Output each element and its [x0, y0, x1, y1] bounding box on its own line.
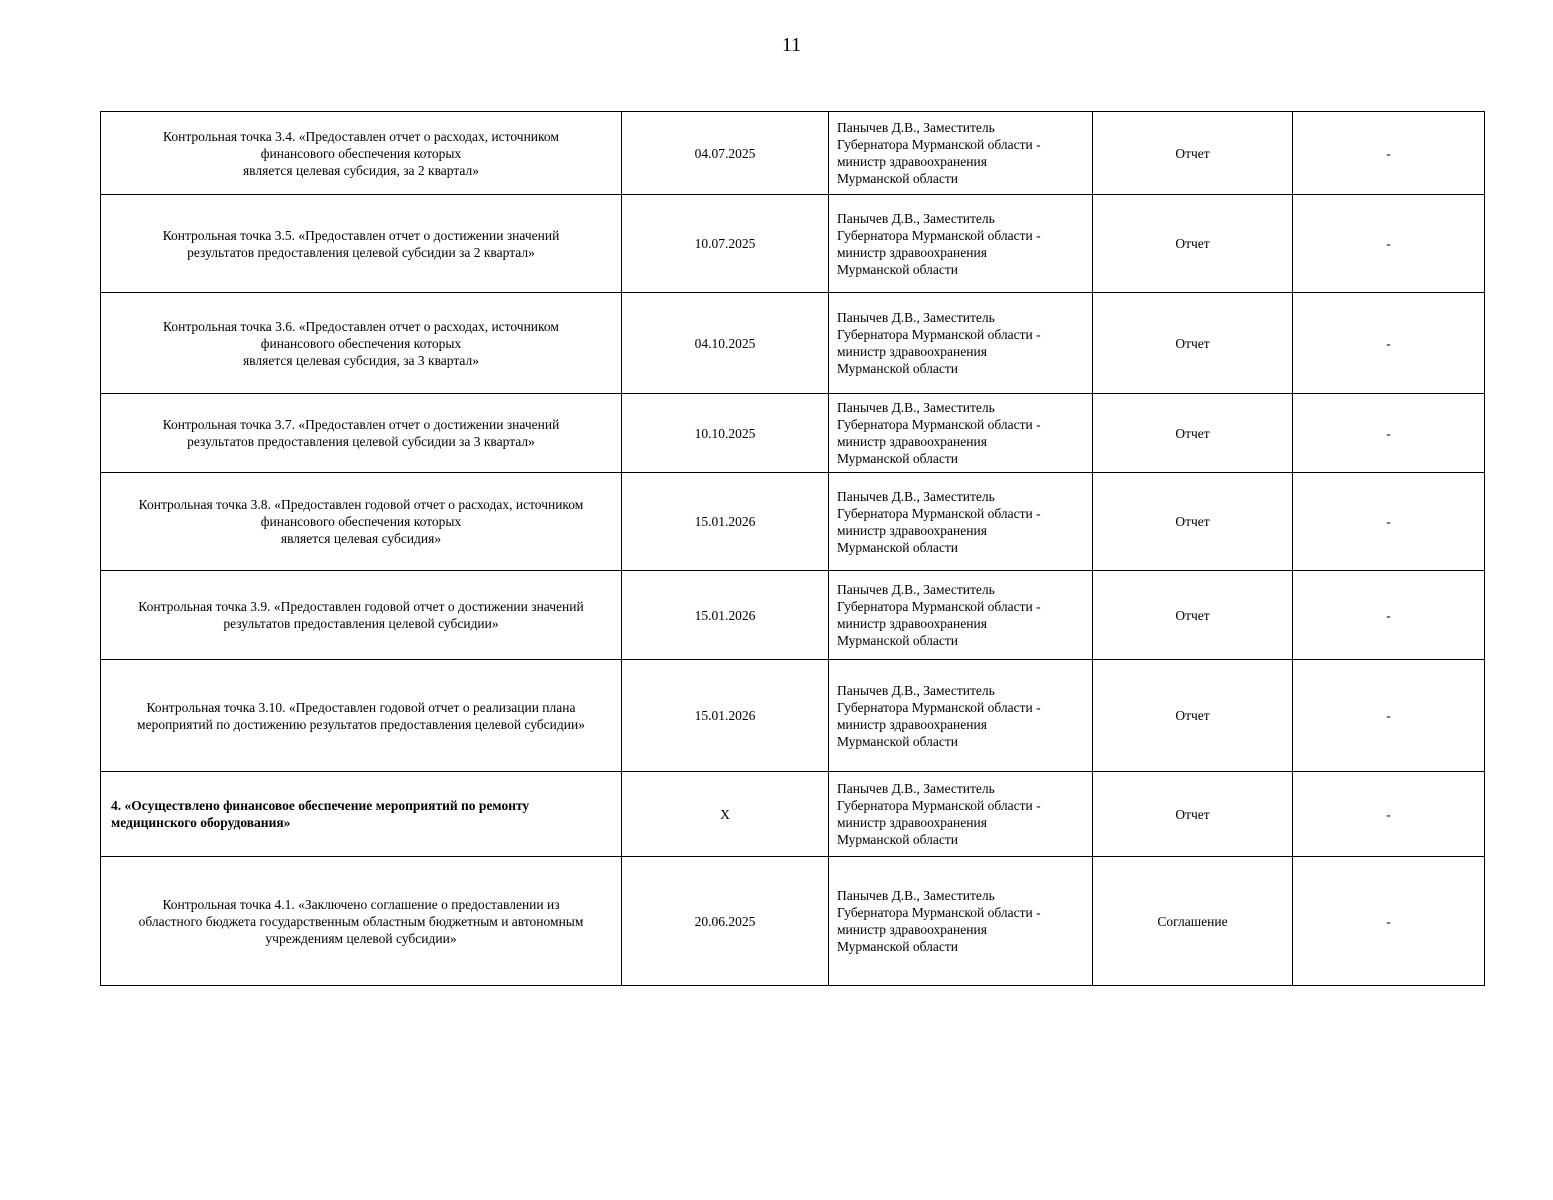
note: - — [1293, 473, 1485, 571]
deadline-date: 15.01.2026 — [622, 571, 829, 660]
table-row — [101, 857, 1485, 986]
note: - — [1293, 571, 1485, 660]
table-row — [101, 473, 1485, 571]
table-row — [101, 112, 1485, 195]
note: - — [1293, 394, 1485, 473]
deadline-date: 15.01.2026 — [622, 660, 829, 772]
table-row — [101, 571, 1485, 660]
control-points-table — [100, 111, 1485, 986]
table-row — [101, 772, 1485, 857]
note: - — [1293, 112, 1485, 195]
responsible-person: Панычев Д.В., Заместитель Губернатора Мурманской области - министр здравоохранения Мурманской области — [829, 571, 1093, 660]
document-type: Отчет — [1093, 293, 1293, 394]
document-type: Соглашение — [1093, 857, 1293, 986]
document-type: Отчет — [1093, 394, 1293, 473]
control-point-name: Контрольная точка 3.5. «Предоставлен отчет о достижении значений результатов предоставления целевой субсидии за 2 квартал» — [101, 195, 622, 293]
deadline-date: 10.10.2025 — [622, 394, 829, 473]
deadline-date: 04.10.2025 — [622, 293, 829, 394]
control-point-name: Контрольная точка 4.1. «Заключено соглашение о предоставлении из областного бюджета государственным областным бюджетным и автономным учреждениям целевой субсидии» — [101, 857, 622, 986]
control-point-name: Контрольная точка 3.10. «Предоставлен годовой отчет о реализации плана мероприятий по достижению результатов предоставления целевой субсидии» — [101, 660, 622, 772]
document-type: Отчет — [1093, 660, 1293, 772]
note: - — [1293, 772, 1485, 857]
deadline-date: 20.06.2025 — [622, 857, 829, 986]
responsible-person: Панычев Д.В., Заместитель Губернатора Мурманской области - министр здравоохранения Мурманской области — [829, 293, 1093, 394]
table-row — [101, 394, 1485, 473]
responsible-person: Панычев Д.В., Заместитель Губернатора Мурманской области - министр здравоохранения Мурманской области — [829, 195, 1093, 293]
control-point-name: Контрольная точка 3.7. «Предоставлен отчет о достижении значений результатов предоставления целевой субсидии за 3 квартал» — [101, 394, 622, 473]
control-point-name: Контрольная точка 3.9. «Предоставлен годовой отчет о достижении значений результатов предоставления целевой субсидии» — [101, 571, 622, 660]
document-type: Отчет — [1093, 772, 1293, 857]
responsible-person: Панычев Д.В., Заместитель Губернатора Мурманской области - министр здравоохранения Мурманской области — [829, 772, 1093, 857]
responsible-person: Панычев Д.В., Заместитель Губернатора Мурманской области - министр здравоохранения Мурманской области — [829, 473, 1093, 571]
table-row — [101, 660, 1485, 772]
document-type: Отчет — [1093, 195, 1293, 293]
note: - — [1293, 660, 1485, 772]
table-row — [101, 293, 1485, 394]
deadline-date: 04.07.2025 — [622, 112, 829, 195]
note: - — [1293, 857, 1485, 986]
document-type: Отчет — [1093, 571, 1293, 660]
document-type: Отчет — [1093, 112, 1293, 195]
responsible-person: Панычев Д.В., Заместитель Губернатора Мурманской области - министр здравоохранения Мурманской области — [829, 660, 1093, 772]
responsible-person: Панычев Д.В., Заместитель Губернатора Мурманской области - министр здравоохранения Мурманской области — [829, 394, 1093, 473]
document-type: Отчет — [1093, 473, 1293, 571]
responsible-person: Панычев Д.В., Заместитель Губернатора Мурманской области - министр здравоохранения Мурманской области — [829, 857, 1093, 986]
note: - — [1293, 293, 1485, 394]
control-point-name: Контрольная точка 3.6. «Предоставлен отчет о расходах, источником финансового обеспечения которых является целевая субсидия, за 3 квартал» — [101, 293, 622, 394]
control-point-name: Контрольная точка 3.8. «Предоставлен годовой отчет о расходах, источником финансового обеспечения которых является целевая субсидия» — [101, 473, 622, 571]
page-number: 11 — [781, 34, 802, 56]
table-row — [101, 195, 1485, 293]
deadline-date: 15.01.2026 — [622, 473, 829, 571]
deadline-date: 10.07.2025 — [622, 195, 829, 293]
control-point-name: Контрольная точка 3.4. «Предоставлен отчет о расходах, источником финансового обеспечения которых является целевая субсидия, за 2 квартал» — [101, 112, 622, 195]
responsible-person: Панычев Д.В., Заместитель Губернатора Мурманской области - министр здравоохранения Мурманской области — [829, 112, 1093, 195]
event-name: 4. «Осуществлено финансовое обеспечение мероприятий по ремонту медицинского оборудования» — [101, 772, 622, 857]
note: - — [1293, 195, 1485, 293]
deadline-date: X — [622, 772, 829, 857]
